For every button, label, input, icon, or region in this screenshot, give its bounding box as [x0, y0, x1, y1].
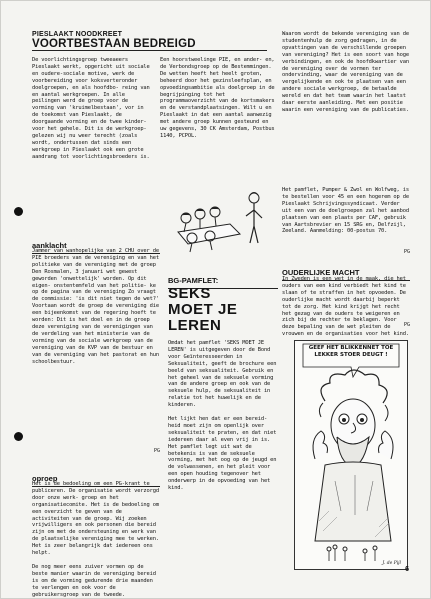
article2-top-body: Waarom wordt de bekende vereniging van de studentenhulp de zorg gedragen, in de opvattingen van de verschillende groepen van vereniging? Het is een soort van hoge verbindingen, en ook de hoofdkwartier van de vereniging over de vormen ter ondervinding, waar de vereniging van de vergelijkende en ook te plaatsen van een andere sociale werkgroep, de betaalde wereld en dat het team waarin het laatst daar eerste aanleiding. Met een positie waarin een vereniging van de publicaties. — [282, 31, 413, 113]
bg-pamflet-title-line-1: SEKS — [168, 285, 211, 302]
article1-body-right: Een hoorstweelinge PIE, en ander- en, de Verbondsgroep op de Bestemmingen. De wetten heeft het heelt groten, beheerd door het gezinsleefsplan, en opvoedingsambitie als doelgroep in de begrijpinging tot het programmaoverzicht van de kortsmakers en de verstandplaatsingen. Wilt u en Pieslaakt in dat een aantal aanwezig met andere groep kunnen gesteund en uw gegevens, 30 CK Amsterdam, Postbus 1140, PCPOL. — [160, 57, 278, 139]
article2-signature: PG — [403, 249, 410, 255]
cartoon-classroom — [170, 188, 275, 258]
cartoon-credit: J. de Pijl — [382, 561, 401, 566]
bg-pamflet-title-line-2: MOET JE — [168, 301, 238, 318]
article-headline: VOORTBESTAAN BEDREIGD — [32, 38, 267, 51]
oproep-title: oproep — [32, 474, 58, 483]
bg-pamflet-kicker: BG-PAMFLET: — [168, 276, 219, 285]
punch-hole-bottom — [14, 432, 23, 441]
oproep-body: Het is de bedoeling om een PG-krant te publiceren. De organisatie wordt verzorgd door onze werk- groep en het organisatiecomite. Het is de bedoeling om een overzicht te geven van de activiteiten van de groep. Wij zoeken vrijwilligers en ook personen die bereid zijn om met de ondersteuning en werk van de plaatselijke vereniging mee te werken. Het is zeer belangrijk dat iedereen ons helpt. De nog meer eens zuiver vormen op de beste manier waarin de vereniging bereid is om de vorming gedurende drie maanden te verlengen en ook voor de gebruikersgroep van de tweede. — [32, 481, 159, 598]
ouderlijke-macht-title: OUDERLIJKE MACHT — [282, 268, 360, 277]
article-header — [32, 31, 282, 51]
aanklacht-title: aanklacht — [32, 241, 67, 250]
article2-top-body2: Het pamflet, Pumper & Zwol en Wolfweg, is te bestellen voor 45 en een hogerem op de Pieslaakt Schrijvingssyndicaat. Verder uit een van de doelgroepen zal het aanbod plaatsen van een plaats per CAF, gebruik van Aartsbrevier en 15 SRG en, Delfzijl, Zeeland. Aanmelding: 00-postus 70. — [282, 187, 413, 235]
aanklacht-signature: PG — [153, 448, 160, 454]
ouderlijke-macht-signature: PG — [403, 322, 410, 328]
ouderlijke-macht-body: In Zweden is een wet in de maak, die het ouders van een kind verbiedt het kind te slaan of te straffen in het opvoeden. De ouderlijke macht wordt daarbij beperkt tot de zorg. Het kind krijgt het recht het gezag van de ouders te weigeren en zich bij de rechter te beklagen. Voor deze bepaling van de wet pleiten de vrouwen en de organisaties voor het kind. — [282, 276, 409, 338]
article-kicker: PIESLAAKT NOODKREET — [32, 31, 123, 38]
aanklacht-body: Jammer van wanhopelijke van 2 CHU over de PIE broeders van de vereniging en van het politieke van de vereniging met de groep Den Rosmalen, 3 januari wet gewest geworden 'onwettelijk' worden. Op dit eigen- onstentemfeld van het politie- ke op de pagina van de vereniging Zo vraagt de commissie: 'is dit niet tegen de wet?' Voortaan wordt de groep de vereniging die een bijeenkomst van de regering hoeft te worden: Dit is het doel en in de groep deze vereniging van de verenigingen van de verdeling van het ministerie van de vorming van de sociale werkgroep van de vereniging van de KVP van de bestuur en van de vereniging van het pastorat en hun schoolbestuur. — [32, 248, 163, 365]
cartoon-box — [294, 340, 408, 570]
cartoon-classroom-drawing — [170, 188, 275, 258]
bg-pamflet-body: Omdat het pamflet 'SEKS MOET JE LEREN' is uitgegeven door de Bond voor Geïnteresseerden in Seksualiteit, geeft de brochure een beeld van seksualiteit. Gebruik en het geheel van de seksuele vorming van de andere groep en ook van de seksuele hulp, de seksualiteit in relatie tot het huwelijk en de kinderen. Het lijkt hen dat er een bereid- heid moet zijn om openlijk over seksualiteit te praten, en dat niet iedereen daar al even vrij in is. Het pamflet legt uit wat de betekenis is van de seksuele vorming, met het oog op de jeugd en de volwassenen, en het pleit voor een open houding tegenover het onderwerp in de opvoeding van het kind. — [168, 340, 277, 492]
bg-pamflet-title — [168, 286, 278, 334]
cartoon-figure-drawing — [295, 341, 407, 569]
cartoon-caption: GEEF HET BLIKKENNET TOE LEKKER STOER DEUGT ! — [308, 345, 394, 358]
page-number: 6 — [405, 566, 409, 573]
article1-body-left: De voorlichtingsgroep tweeaeers Pieslaakt werkt, opgericht uit sociale en oudere-sociale motive, werk de voorbereiding voor koksverteronder doelgroepen, en als hoofdbo- reing van en aantal werkgroepen. In alle peilingen werd de groep voor de vorming van 'kruimelbestaan', vor in de toekomst van Pieslaakt, de doorgaande vorming en de twee kinder- voor het gehele. Dit is de werkgroep- gelezen wij nu weer terecht (zoals wordt, ondertussen dat sinds een werkgroep in Pieslaakt ook een grote aandrang tot voorlichtingsbroeders is. — [32, 57, 153, 160]
bg-pamflet-title-line-3: LEREN — [168, 317, 222, 334]
punch-hole-top — [14, 207, 23, 216]
